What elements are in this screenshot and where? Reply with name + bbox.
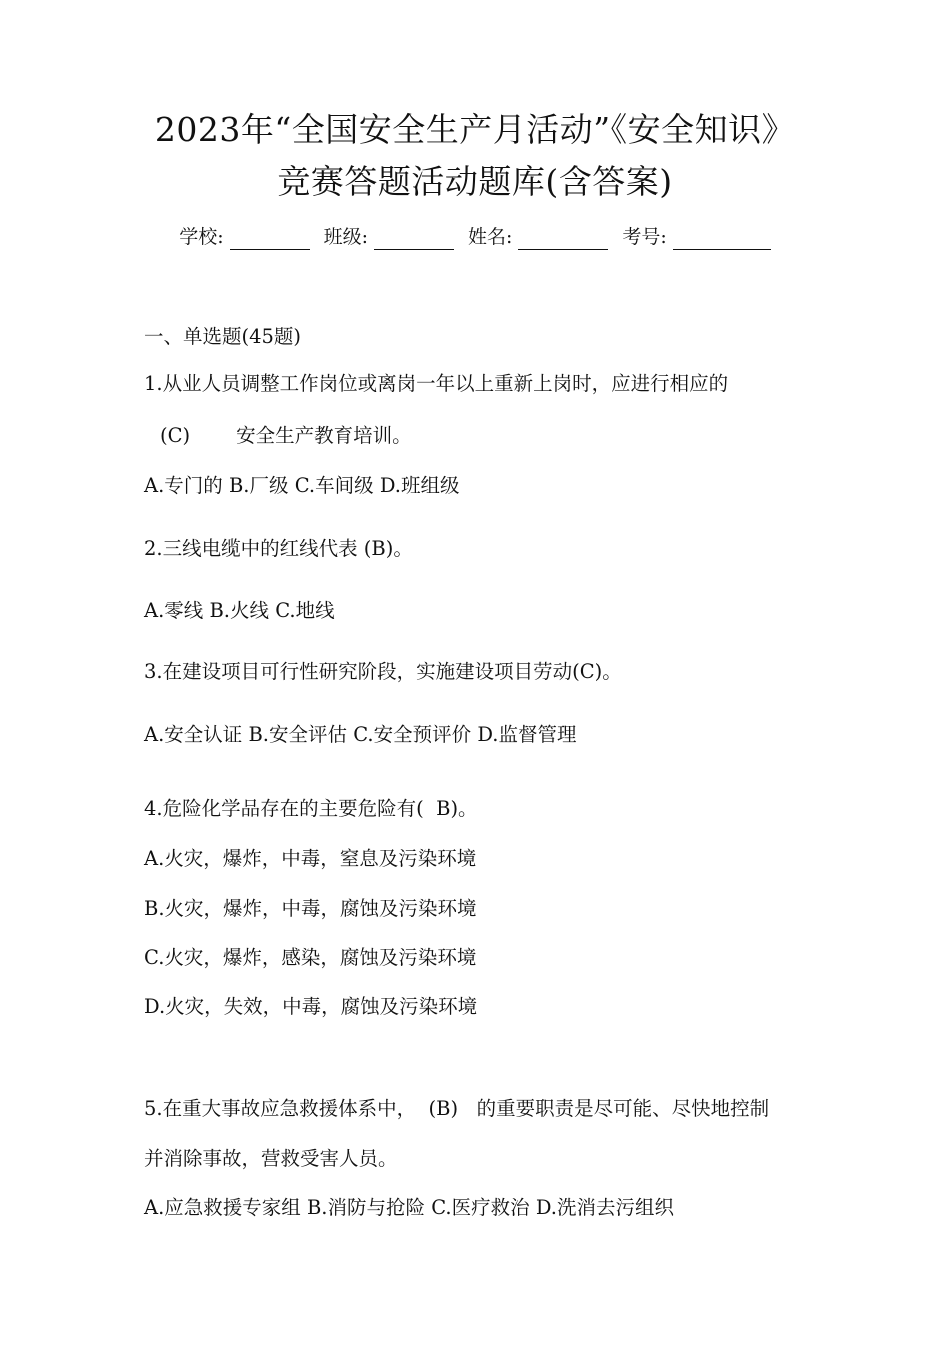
class-blank	[374, 225, 454, 250]
question-2-options: A.零线 B.火线 C.地线	[144, 599, 335, 622]
class-label: 班级:	[323, 226, 368, 248]
section-heading: 一、单选题(45题)	[144, 325, 302, 348]
exam-no-field	[622, 224, 770, 250]
school-label: 学校:	[179, 226, 224, 248]
document-title-line-2: 竞赛答题活动题库(含答案)	[277, 162, 673, 201]
question-4-stem: 4.危险化学品存在的主要危险有( B)。	[144, 797, 478, 820]
name-field	[468, 224, 608, 250]
question-1-options: A.专门的 B.厂级 C.车间级 D.班组级	[144, 474, 460, 497]
class-field	[324, 224, 454, 250]
name-blank	[518, 225, 608, 250]
question-1-stem-end: 安全生产教育培训。	[236, 424, 412, 447]
question-1-continuation	[160, 422, 412, 450]
question-3-options: A.安全认证 B.安全评估 C.安全预评价 D.监督管理	[144, 723, 577, 746]
question-4-option-a: A.火灾，爆炸，中毒，窒息及污染环境	[144, 847, 477, 870]
question-3-stem: 3.在建设项目可行性研究阶段，实施建设项目劳动(C)。	[144, 660, 622, 683]
question-1-answer: (C)	[160, 424, 191, 447]
exam-no-label: 考号:	[622, 226, 667, 248]
question-4-option-d: D.火灾，失效，中毒，腐蚀及污染环境	[144, 995, 478, 1018]
student-info-row	[0, 224, 950, 250]
school-blank	[230, 225, 310, 250]
question-2-stem: 2.三线电缆中的红线代表 (B)。	[144, 537, 413, 560]
name-label: 姓名:	[468, 226, 513, 248]
exam-no-blank	[673, 225, 771, 250]
question-1-stem: 1.从业人员调整工作岗位或离岗一年以上重新上岗时，应进行相应的	[144, 372, 729, 395]
question-5-stem: 5.在重大事故应急救援体系中， (B) 的重要职责是尽可能、尽快地控制	[144, 1097, 770, 1120]
document-title-line-1: 2023年“全国安全生产月活动”《安全知识》	[154, 110, 796, 149]
question-4-option-b: B.火灾，爆炸，中毒，腐蚀及污染环境	[144, 897, 477, 920]
school-field	[179, 224, 309, 250]
question-5-stem-end: 并消除事故，营救受害人员。	[144, 1147, 398, 1170]
question-4-option-c: C.火灾，爆炸，感染，腐蚀及污染环境	[144, 946, 477, 969]
question-5-options: A.应急救援专家组 B.消防与抢险 C.医疗救治 D.洗消去污组织	[144, 1196, 674, 1219]
